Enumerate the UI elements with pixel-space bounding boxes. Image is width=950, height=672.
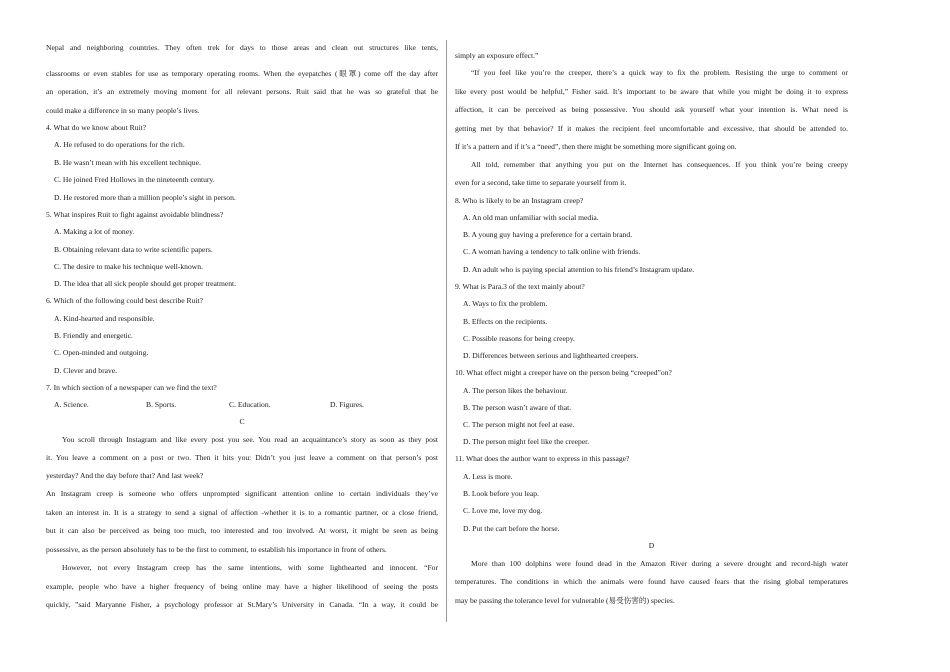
question-5-option-b: B. Obtaining relevant data to write scientific papers. bbox=[54, 245, 213, 254]
question-7-options bbox=[46, 399, 438, 410]
paragraph-line: All told, remember that anything you put on the Internet has consequences. If you think you’re being creepy bbox=[471, 160, 848, 169]
paragraph-line: An Instagram creep is someone who offers unprompted significant attention online to certain individuals they’ve bbox=[46, 489, 438, 498]
paragraph-line: More than 100 dolphins were found dead in the Amazon River during a severe drought and record-high water bbox=[471, 559, 848, 568]
question-11-option-d: D. Put the cart before the horse. bbox=[463, 524, 560, 533]
section-heading-c: C bbox=[239, 417, 245, 426]
paragraph-line: simply an exposure effect.” bbox=[455, 51, 539, 60]
question-11-option-b: B. Look before you leap. bbox=[463, 489, 539, 498]
paragraph-line: even for a second, take time to separate yourself from it. bbox=[455, 178, 627, 187]
question-9-stem: 9. What is Para.3 of the text mainly about? bbox=[455, 282, 585, 291]
paragraph-line: yesterday? And the day before that? And last week? bbox=[46, 471, 204, 480]
question-4-option-a: A. He refused to do operations for the rich. bbox=[54, 140, 185, 149]
question-5-option-d: D. The idea that all sick people should get proper treatment. bbox=[54, 279, 237, 288]
paragraph-line: could make a difference in so many people’s lives. bbox=[46, 106, 200, 115]
question-8-option-b: B. A young guy having a preference for a certain brand. bbox=[463, 230, 633, 239]
question-11-stem: 11. What does the author want to express in this passage? bbox=[455, 454, 630, 463]
paragraph-line: classrooms or even stables for use as temporary operating rooms. When the eyepatches (眼罩) come off the day after bbox=[46, 69, 438, 78]
question-10-option-c: C. The person might not feel at ease. bbox=[463, 420, 575, 429]
paragraph-line: like every post would be helpful,” Fisher said. It’s important to be aware that while you might be doing it to express bbox=[455, 87, 848, 96]
question-10-option-a: A. The person likes the behaviour. bbox=[463, 386, 568, 395]
question-5-stem: 5. What inspires Ruit to fight against avoidable blindness? bbox=[46, 210, 224, 219]
paragraph-line: possessive, as the person absolutely has to be the first to comment, to establish his importance in front of others. bbox=[46, 545, 387, 554]
paragraph-line: an operation, it’s an extremely moving moment for all relevant persons. Ruit said that he was so grateful that he bbox=[46, 87, 438, 96]
question-10-option-d: D. The person might feel like the creeper. bbox=[463, 437, 590, 446]
paragraph-line: taken an interest in. It is a strategy to send a signal of affection -whether it is to a romantic partner, or a close friend, bbox=[46, 508, 438, 517]
question-6-option-a: A. Kind-hearted and responsible. bbox=[54, 314, 155, 323]
question-6-option-d: D. Clever and brave. bbox=[54, 366, 118, 375]
question-8-option-c: C. A woman having a tendency to talk online with friends. bbox=[463, 247, 641, 256]
question-10-option-b: B. The person wasn’t aware of that. bbox=[463, 403, 572, 412]
question-8-option-d: D. An adult who is paying special attention to his friend’s Instagram update. bbox=[463, 265, 695, 274]
column-divider bbox=[446, 40, 447, 622]
question-5-option-a: A. Making a lot of money. bbox=[54, 227, 135, 236]
paragraph-line: quickly, ”said Maryanne Fisher, a psychology professor at St.Mary’s University in Canada. “In a way, it could be bbox=[46, 600, 438, 609]
question-9-option-c: C. Possible reasons for being creepy. bbox=[463, 334, 575, 343]
paragraph-line: getting met by that behavior? If it makes the recipient feel uncomfortable and excessive, that should be attended to. bbox=[455, 124, 848, 133]
question-7-option-c: C. Education. bbox=[229, 400, 271, 409]
question-11-option-a: A. Less is more. bbox=[463, 472, 513, 481]
question-7-option-b: B. Sports. bbox=[146, 400, 177, 409]
paragraph-line: affection, it can be perceived as being possessive. You should ask yourself what your intention is. What need is bbox=[455, 105, 848, 114]
question-4-option-c: C. He joined Fred Hollows in the nineteenth century. bbox=[54, 175, 215, 184]
question-4-option-b: B. He wasn’t mean with his excellent technique. bbox=[54, 158, 201, 167]
question-10-stem: 10. What effect might a creeper have on the person being “creeped”on? bbox=[455, 368, 672, 377]
paragraph-line: Nepal and neighboring countries. They often trek for days to those areas and clean out structures like tents, bbox=[46, 43, 438, 52]
paragraph-line: temperatures. The conditions in which the animals were found have caused fears that the rising global temperatures bbox=[455, 577, 848, 586]
question-8-option-a: A. An old man unfamiliar with social media. bbox=[463, 213, 599, 222]
question-7-option-a: A. Science. bbox=[54, 400, 89, 409]
question-6-stem: 6. Which of the following could best describe Ruit? bbox=[46, 296, 203, 305]
paragraph-line: You scroll through Instagram and like every post you see. You read an acquaintance’s story as soon as they post bbox=[62, 435, 438, 444]
question-8-stem: 8. Who is likely to be an Instagram creep? bbox=[455, 196, 584, 205]
paragraph-line: it. You leave a comment on a post or two. Then it hits you: Didn’t you just leave a comment on that person’s post bbox=[46, 453, 438, 462]
question-6-option-c: C. Open-minded and outgoing. bbox=[54, 348, 149, 357]
paragraph-line: but it can also be perceived as being too much, too interested and too involved. At worst, it might be seen as being bbox=[46, 526, 438, 535]
question-9-option-b: B. Effects on the recipients. bbox=[463, 317, 548, 326]
question-9-option-d: D. Differences between serious and lighthearted creepers. bbox=[463, 351, 639, 360]
paragraph-line: may be passing the tolerance level for vulnerable (易受伤害的) species. bbox=[455, 596, 675, 605]
question-4-option-d: D. He restored more than a million people’s sight in person. bbox=[54, 193, 236, 202]
question-7-stem: 7. In which section of a newspaper can we find the text? bbox=[46, 383, 217, 392]
paragraph-line: example, people who have a higher frequency of being online may have a higher likelihood of seeing the posts bbox=[46, 582, 438, 591]
question-4-stem: 4. What do we know about Ruit? bbox=[46, 123, 147, 132]
question-9-option-a: A. Ways to fix the problem. bbox=[463, 299, 548, 308]
paragraph-line: If it’s a pattern and if it’s a “need”, then there might be something more significant going on. bbox=[455, 142, 737, 151]
paragraph-line: “If you feel like you’re the creeper, there’s a quick way to fix the problem. Resisting the urge to comment or bbox=[471, 68, 848, 77]
question-6-option-b: B. Friendly and energetic. bbox=[54, 331, 133, 340]
question-11-option-c: C. Love me, love my dog. bbox=[463, 506, 543, 515]
paragraph-line: However, not every Instagram creep has the same intentions, with some lighthearted and innocent. “For bbox=[62, 563, 438, 572]
section-heading-d: D bbox=[648, 541, 655, 550]
question-7-option-d: D. Figures. bbox=[330, 400, 364, 409]
question-5-option-c: C. The desire to make his technique well-known. bbox=[54, 262, 203, 271]
